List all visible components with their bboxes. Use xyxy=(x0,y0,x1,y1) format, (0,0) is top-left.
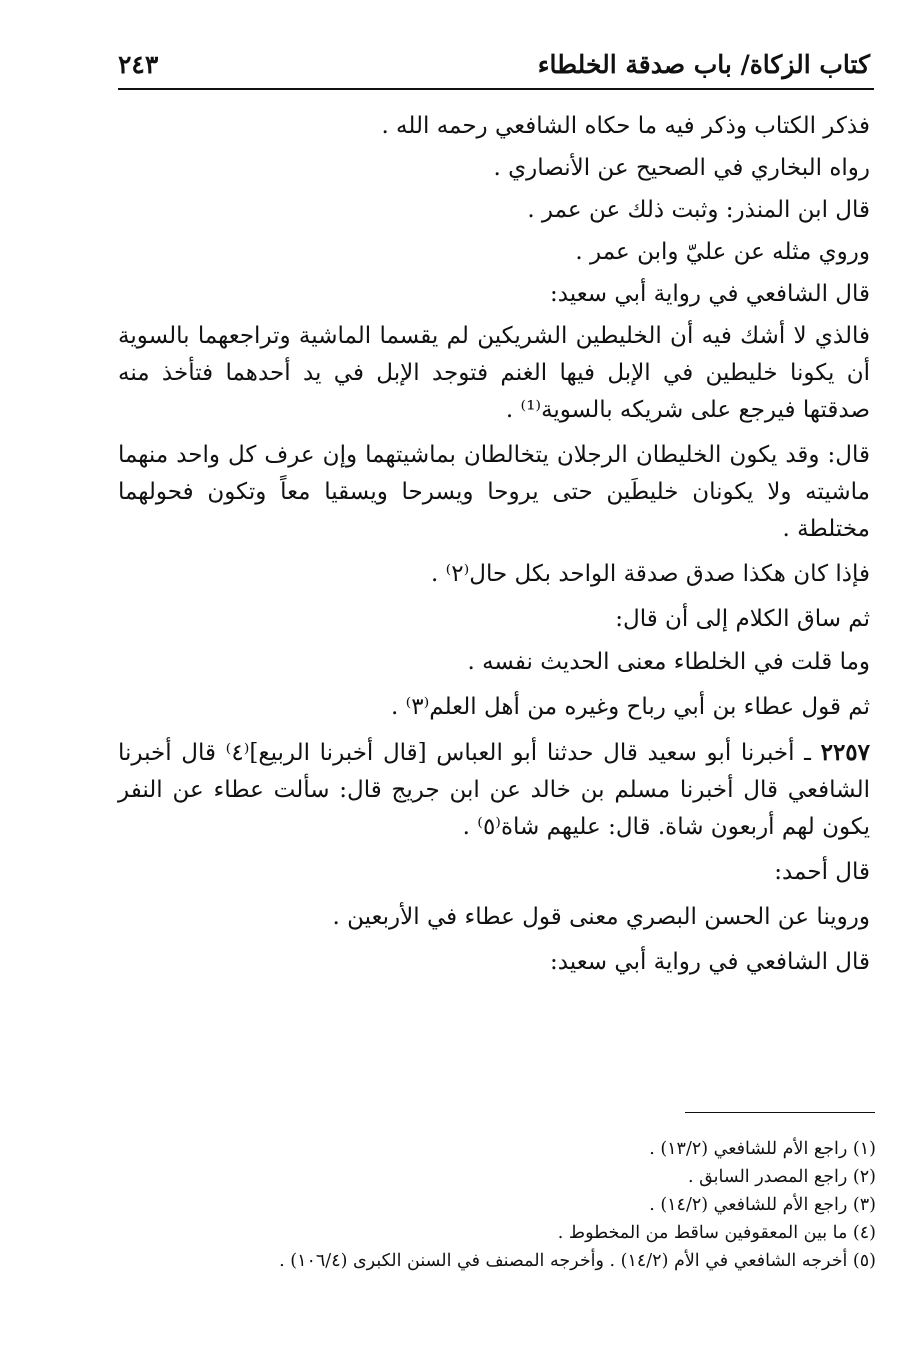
paragraph: فذكر الكتاب وذكر فيه ما حكاه الشافعي رحمه الله . xyxy=(381,113,870,139)
footnote: (٣) راجع الأم للشافعي (١٤/٢) . xyxy=(649,1195,876,1215)
paragraph: قال الشافعي في رواية أبي سعيد: xyxy=(549,281,870,307)
paragraph: فالذي لا أشك فيه أن الخليطين الشريكين لم يقسما الماشية وتراجعهما بالسوية أن يكونا خليطين في الإبل فيها الغنم فتوجد الإبل في يد أحدهما فتأخذ منه صدقتها فيرجع على شريكه بالسوية⁽¹⁾ . xyxy=(118,323,870,423)
paragraph: قال: وقد يكون الخليطان الرجلان يتخالطان بماشيتهما وإن عرف كل واحد منهما ماشيته ولا يكونان خليطَين حتى يروحا ويسرحا ويسقيا معاً وتكون فحولهما مختلطة . xyxy=(118,442,870,542)
hadith-number: ٢٢٥٧ xyxy=(820,739,871,766)
hadith-paragraph xyxy=(118,734,870,846)
hadith-text: ـ أخبرنا أبو سعيد قال حدثنا أبو العباس [قال أخبرنا الربيع]⁽٤⁾ قال أخبرنا الشافعي قال أخبرنا مسلم بن خالد عن ابن جريج قال: سألت عطاء عن النفر يكون لهم أربعون شاة. قال: عليهم شاة⁽٥⁾ . xyxy=(118,740,870,840)
paragraph: وروينا عن الحسن البصري معنى قول عطاء في الأربعين . xyxy=(332,904,870,930)
paragraph: فإذا كان هكذا صدق صدقة الواحد بكل حال⁽٢⁾ . xyxy=(430,561,870,587)
paragraph: قال ابن المنذر: وثبت ذلك عن عمر . xyxy=(527,197,870,223)
paragraph: قال أحمد: xyxy=(774,859,870,885)
chapter-title: كتاب الزكاة/ باب صدقة الخلطاء xyxy=(537,49,870,79)
paragraph: ثم قول عطاء بن أبي رباح وغيره من أهل العلم⁽٣⁾ . xyxy=(390,694,870,720)
header-rule xyxy=(118,88,874,90)
paragraph: وما قلت في الخلطاء معنى الحديث نفسه . xyxy=(467,649,870,675)
paragraph: قال الشافعي في رواية أبي سعيد: xyxy=(549,949,870,975)
footnote: (٥) أخرجه الشافعي في الأم (١٤/٢) . وأخرجه المصنف في السنن الكبرى (١٠٦/٤) . xyxy=(279,1251,876,1271)
footnote-rule xyxy=(685,1112,875,1113)
footnotes xyxy=(118,1135,876,1275)
page-number: ٢٤٣ xyxy=(118,49,159,79)
running-header xyxy=(118,44,870,84)
paragraph: ثم ساق الكلام إلى أن قال: xyxy=(615,606,870,632)
paragraph: رواه البخاري في الصحيح عن الأنصاري . xyxy=(493,155,870,181)
main-text xyxy=(118,108,870,987)
footnote: (٢) راجع المصدر السابق . xyxy=(687,1167,876,1187)
paragraph: وروي مثله عن عليّ وابن عمر . xyxy=(575,239,870,265)
footnote: (٤) ما بين المعقوفين ساقط من المخطوط . xyxy=(557,1223,876,1243)
footnote: (١) راجع الأم للشافعي (١٣/٢) . xyxy=(649,1139,876,1159)
